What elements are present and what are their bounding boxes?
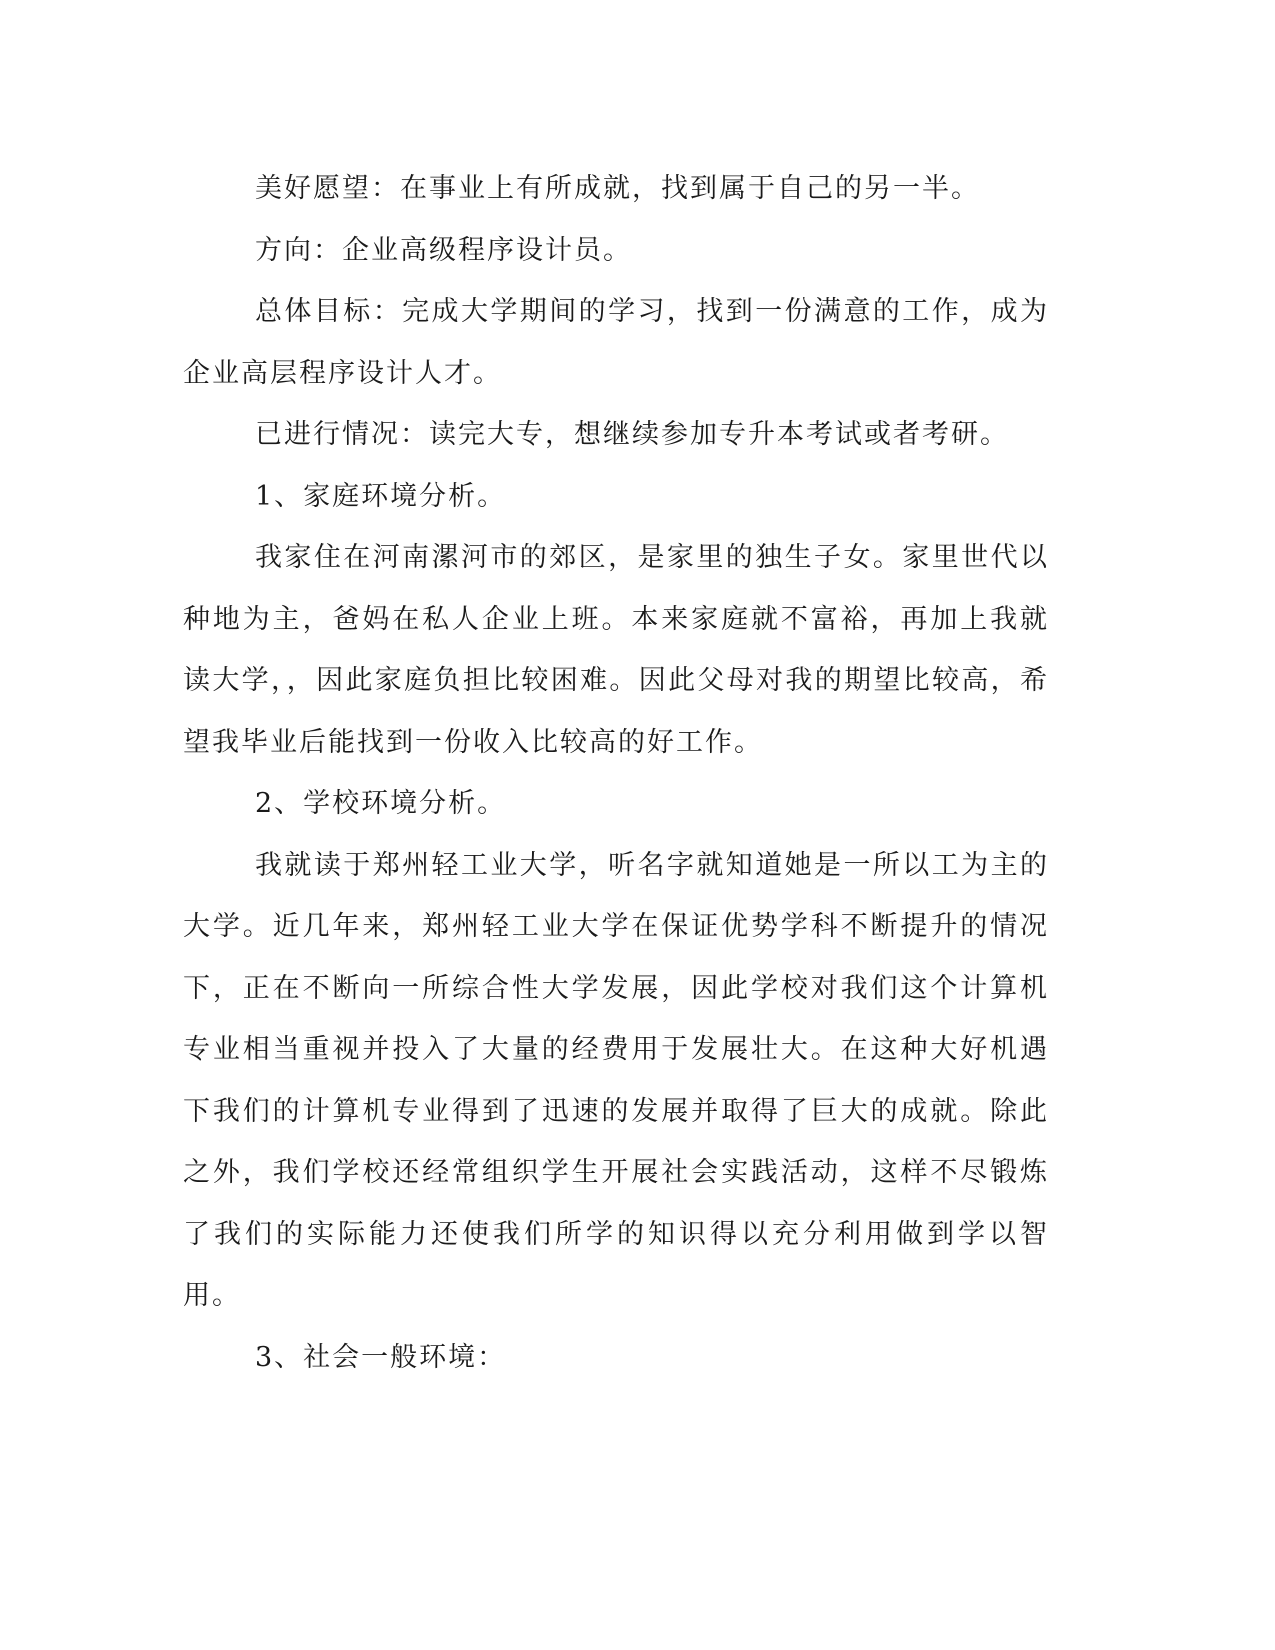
heading-social-environment: 3、社会一般环境： (255, 1341, 507, 1373)
paragraph-family-environment: 我家住在河南漯河市的郊区，是家里的独生子女。家里世代以种地为主，爸妈在私人企业上班。本来家庭就不富裕，再加上我就读大学，，因此家庭负担比较困难。因此父母对我的期望比较高，希望我毕业后能找到一份收入比较高的好工作。 (183, 542, 1049, 758)
paragraph-school-environment: 我就读于郑州轻工业大学，听名字就知道她是一所以工为主的大学。近几年来，郑州轻工业大学在保证优势学科不断提升的情况下，正在不断向一所综合性大学发展，因此学校对我们这个计算机专业相当重视并投入了大量的经费用于发展壮大。在这种大好机遇下我们的计算机专业得到了迅速的发展并取得了巨大的成就。除此之外，我们学校还经常组织学生开展社会实践活动，这样不尽锻炼了我们的实际能力还使我们所学的知识得以充分利用做到学以智用。 (183, 849, 1049, 1311)
paragraph-overall-goal: 总体目标：完成大学期间的学习，找到一份满意的工作，成为企业高层程序设计人才。 (183, 296, 1049, 389)
paragraph-progress: 已进行情况：读完大专，想继续参加专升本考试或者考研。 (255, 419, 1009, 450)
paragraph-direction: 方向：企业高级程序设计员。 (255, 234, 632, 266)
heading-family-environment: 1、家庭环境分析。 (255, 480, 507, 512)
heading-school-environment: 2、学校环境分析。 (255, 788, 507, 819)
document-body (183, 158, 1049, 1388)
paragraph-wishes: 美好愿望：在事业上有所成就，找到属于自己的另一半。 (255, 173, 980, 204)
